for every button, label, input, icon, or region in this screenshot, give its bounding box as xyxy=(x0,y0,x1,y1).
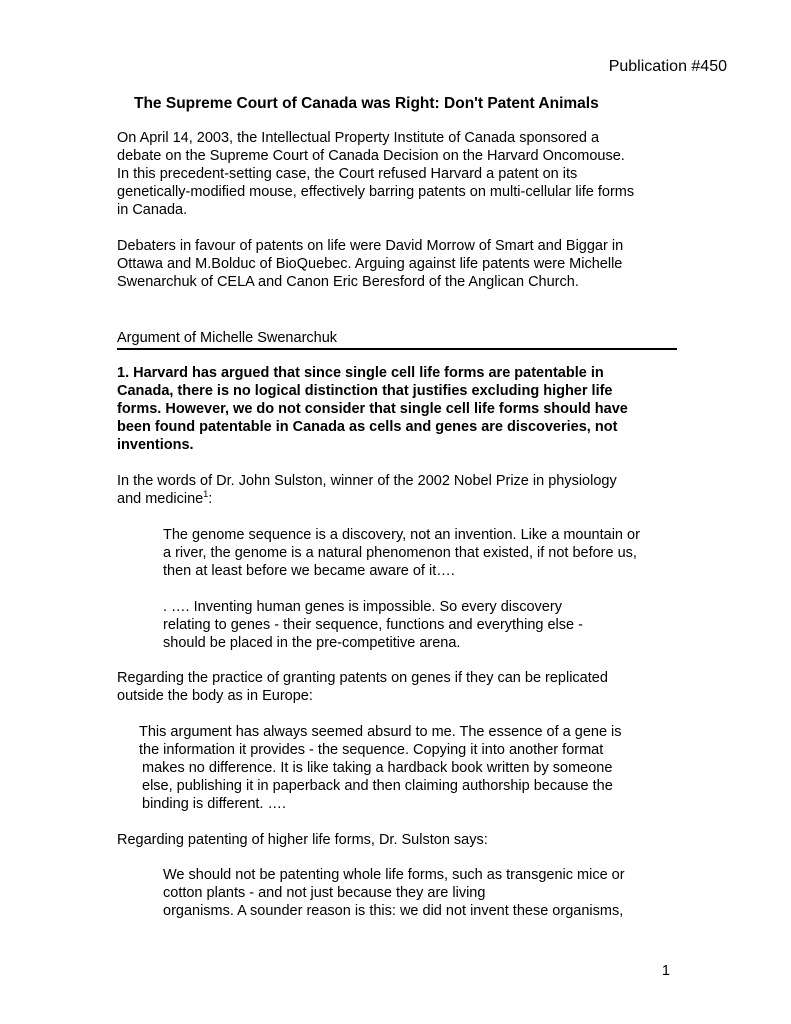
text-line: organisms. A sounder reason is this: we did not invent these organisms, xyxy=(163,903,624,919)
text-line: Ottawa and M.Bolduc of BioQuebec. Arguing against life patents were Michelle xyxy=(117,256,623,272)
document-title: The Supreme Court of Canada was Right: Don't Patent Animals xyxy=(134,95,599,112)
debaters-paragraph xyxy=(117,237,677,291)
genes-intro-paragraph xyxy=(117,669,677,705)
publication-number: Publication #450 xyxy=(608,58,727,75)
text-line: should be placed in the pre-competitive arena. xyxy=(163,635,461,651)
text-line: inventions. xyxy=(117,437,194,453)
text-line: This argument has always seemed absurd to me. The essence of a gene is xyxy=(139,724,622,740)
text-line: binding is different. …. xyxy=(142,796,287,812)
text-line: makes no difference. It is like taking a hardback book written by someone xyxy=(142,760,613,776)
section-heading: Argument of Michelle Swenarchuk xyxy=(117,329,677,350)
text-line: then at least before we became aware of it…. xyxy=(163,563,455,579)
page-number: 1 xyxy=(661,963,670,979)
text-line: On April 14, 2003, the Intellectual Property Institute of Canada sponsored a xyxy=(117,130,600,146)
text-line xyxy=(117,490,677,508)
text-line: We should not be patenting whole life forms, such as transgenic mice or xyxy=(163,867,625,883)
text-line: Regarding the practice of granting patents on genes if they can be replicated xyxy=(117,670,608,686)
sulston-intro-paragraph xyxy=(117,472,677,508)
text-segment: and medicine xyxy=(117,491,204,507)
text-line: The genome sequence is a discovery, not an invention. Like a mountain or xyxy=(163,527,640,543)
text-line: In the words of Dr. John Sulston, winner of the 2002 Nobel Prize in physiology xyxy=(117,473,617,489)
point-1-paragraph xyxy=(117,364,677,454)
text-line: cotton plants - and not just because they are living xyxy=(163,885,486,901)
quote-inventing-genes xyxy=(163,598,583,652)
text-line: 1. Harvard has argued that since single cell life forms are patentable in xyxy=(117,365,604,381)
intro-paragraph xyxy=(117,129,677,219)
quote-absurd-argument xyxy=(139,723,622,813)
footnote-reference[interactable]: 1 xyxy=(203,489,209,500)
text-line: Canada, there is no logical distinction that justifies excluding higher life xyxy=(117,383,613,399)
text-line: the information it provides - the sequence. Copying it into another format xyxy=(139,742,604,758)
text-line: genetically-modified mouse, effectively barring patents on multi-cellular life forms xyxy=(117,184,635,200)
text-line: Regarding patenting of higher life forms, Dr. Sulston says: xyxy=(117,832,488,848)
text-line: relating to genes - their sequence, functions and everything else - xyxy=(163,617,583,633)
text-line: in Canada. xyxy=(117,202,188,218)
text-line: Debaters in favour of patents on life were David Morrow of Smart and Biggar in xyxy=(117,238,624,254)
text-line: In this precedent-setting case, the Court refused Harvard a patent on its xyxy=(117,166,578,182)
text-line: a river, the genome is a natural phenomenon that existed, if not before us, xyxy=(163,545,637,561)
quote-whole-life-forms xyxy=(163,866,625,920)
text-line: Swenarchuk of CELA and Canon Eric Beresford of the Anglican Church. xyxy=(117,274,579,290)
higher-life-forms-intro xyxy=(117,831,677,849)
text-line: . …. Inventing human genes is impossible. So every discovery xyxy=(163,599,562,615)
text-line: been found patentable in Canada as cells and genes are discoveries, not xyxy=(117,419,618,435)
text-line: forms. However, we do not consider that single cell life forms should have xyxy=(117,401,628,417)
text-line: debate on the Supreme Court of Canada Decision on the Harvard Oncomouse. xyxy=(117,148,625,164)
text-line: else, publishing it in paperback and then claiming authorship because the xyxy=(142,778,613,794)
text-segment: : xyxy=(208,491,213,507)
text-line: outside the body as in Europe: xyxy=(117,688,313,704)
quote-genome-discovery xyxy=(163,526,640,580)
